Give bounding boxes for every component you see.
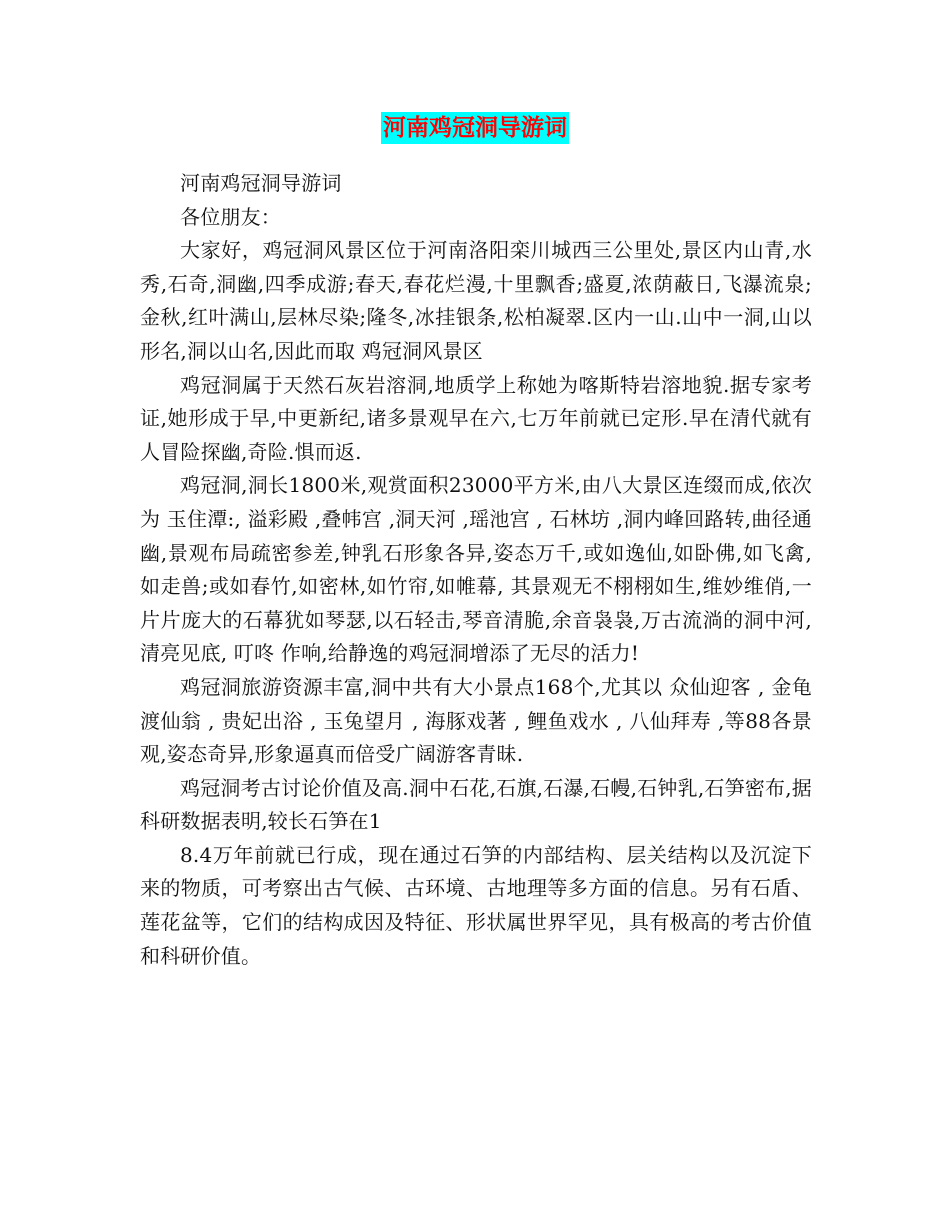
title-container xyxy=(0,112,950,144)
document-body xyxy=(140,167,812,973)
paragraph-scenic-areas: 鸡冠洞,洞长1800米,观赏面积23000平方米,由八大景区连缀而成,依次为 玉住潭:, 溢彩殿 ,叠帏宫 ,洞天河 ,瑶池宫 , 石林坊 ,洞内峰回路转,曲径通幽,景观布局疏密参差,钟乳石形象各异,姿态万千,或如逸仙,如卧佛,如飞禽,如走兽;或如春竹,如密林,如竹帘,如帷幕, 其景观无不栩栩如生,维妙维俏,一片片庞大的石幕犹如琴瑟,以石轻击,琴音清脆,余音袅袅,万古流淌的洞中河,清亮见底, 叮咚 作响,给静逸的鸡冠洞增添了无尽的活力! xyxy=(140,473,812,666)
paragraph-greeting: 各位朋友： xyxy=(180,204,281,229)
paragraph-attractions: 鸡冠洞旅游资源丰富,洞中共有大小景点168个,尤其以 众仙迎客 , 金龟渡仙翁 , 贵妃出浴 , 玉兔望月 , 海豚戏著 , 鲤鱼戏水 , 八仙拜寿 ,等88各景观,姿态奇异,形象逼真而倍受广阔游客青昧. xyxy=(140,674,812,767)
paragraph-stalagmites: 8.4万年前就已行成，现在通过石笋的内部结构、层关结构以及沉淀下来的物质，可考察出古气候、古环境、古地理等多方面的信息。另有石盾、莲花盆等，它们的结构成因及特征、形状属世界罕见，具有极高的考古价值和科研价值。 xyxy=(140,842,812,968)
paragraph-archaeology: 鸡冠洞考古讨论价值及高.洞中石花,石旗,石瀑,石幔,石钟乳,石笋密布,据科研数据表明,较长石笋在1 xyxy=(140,775,812,834)
paragraph-subtitle: 河南鸡冠洞导游词 xyxy=(180,171,342,195)
document-title: 河南鸡冠洞导游词 xyxy=(381,112,569,144)
paragraph-geology: 鸡冠洞属于天然石灰岩溶洞,地质学上称她为喀斯特岩溶地貌.据专家考证,她形成于早,中更新纪,诸多景观早在六,七万年前就已定形.早在清代就有人冒险探幽,奇险.惧而返. xyxy=(140,372,812,464)
paragraph-intro: 大家好，鸡冠洞风景区位于河南洛阳栾川城西三公里处,景区内山青,水秀,石奇,洞幽,四季成游;春天,春花烂漫,十里飘香;盛夏,浓荫蔽日,飞瀑流泉;金秋,红叶满山,层林尽染;隆冬,冰挂银条,松柏凝翠.区内一山.山中一洞,山以形名,洞以山名,因此而取 鸡冠洞风景区 xyxy=(140,238,812,363)
